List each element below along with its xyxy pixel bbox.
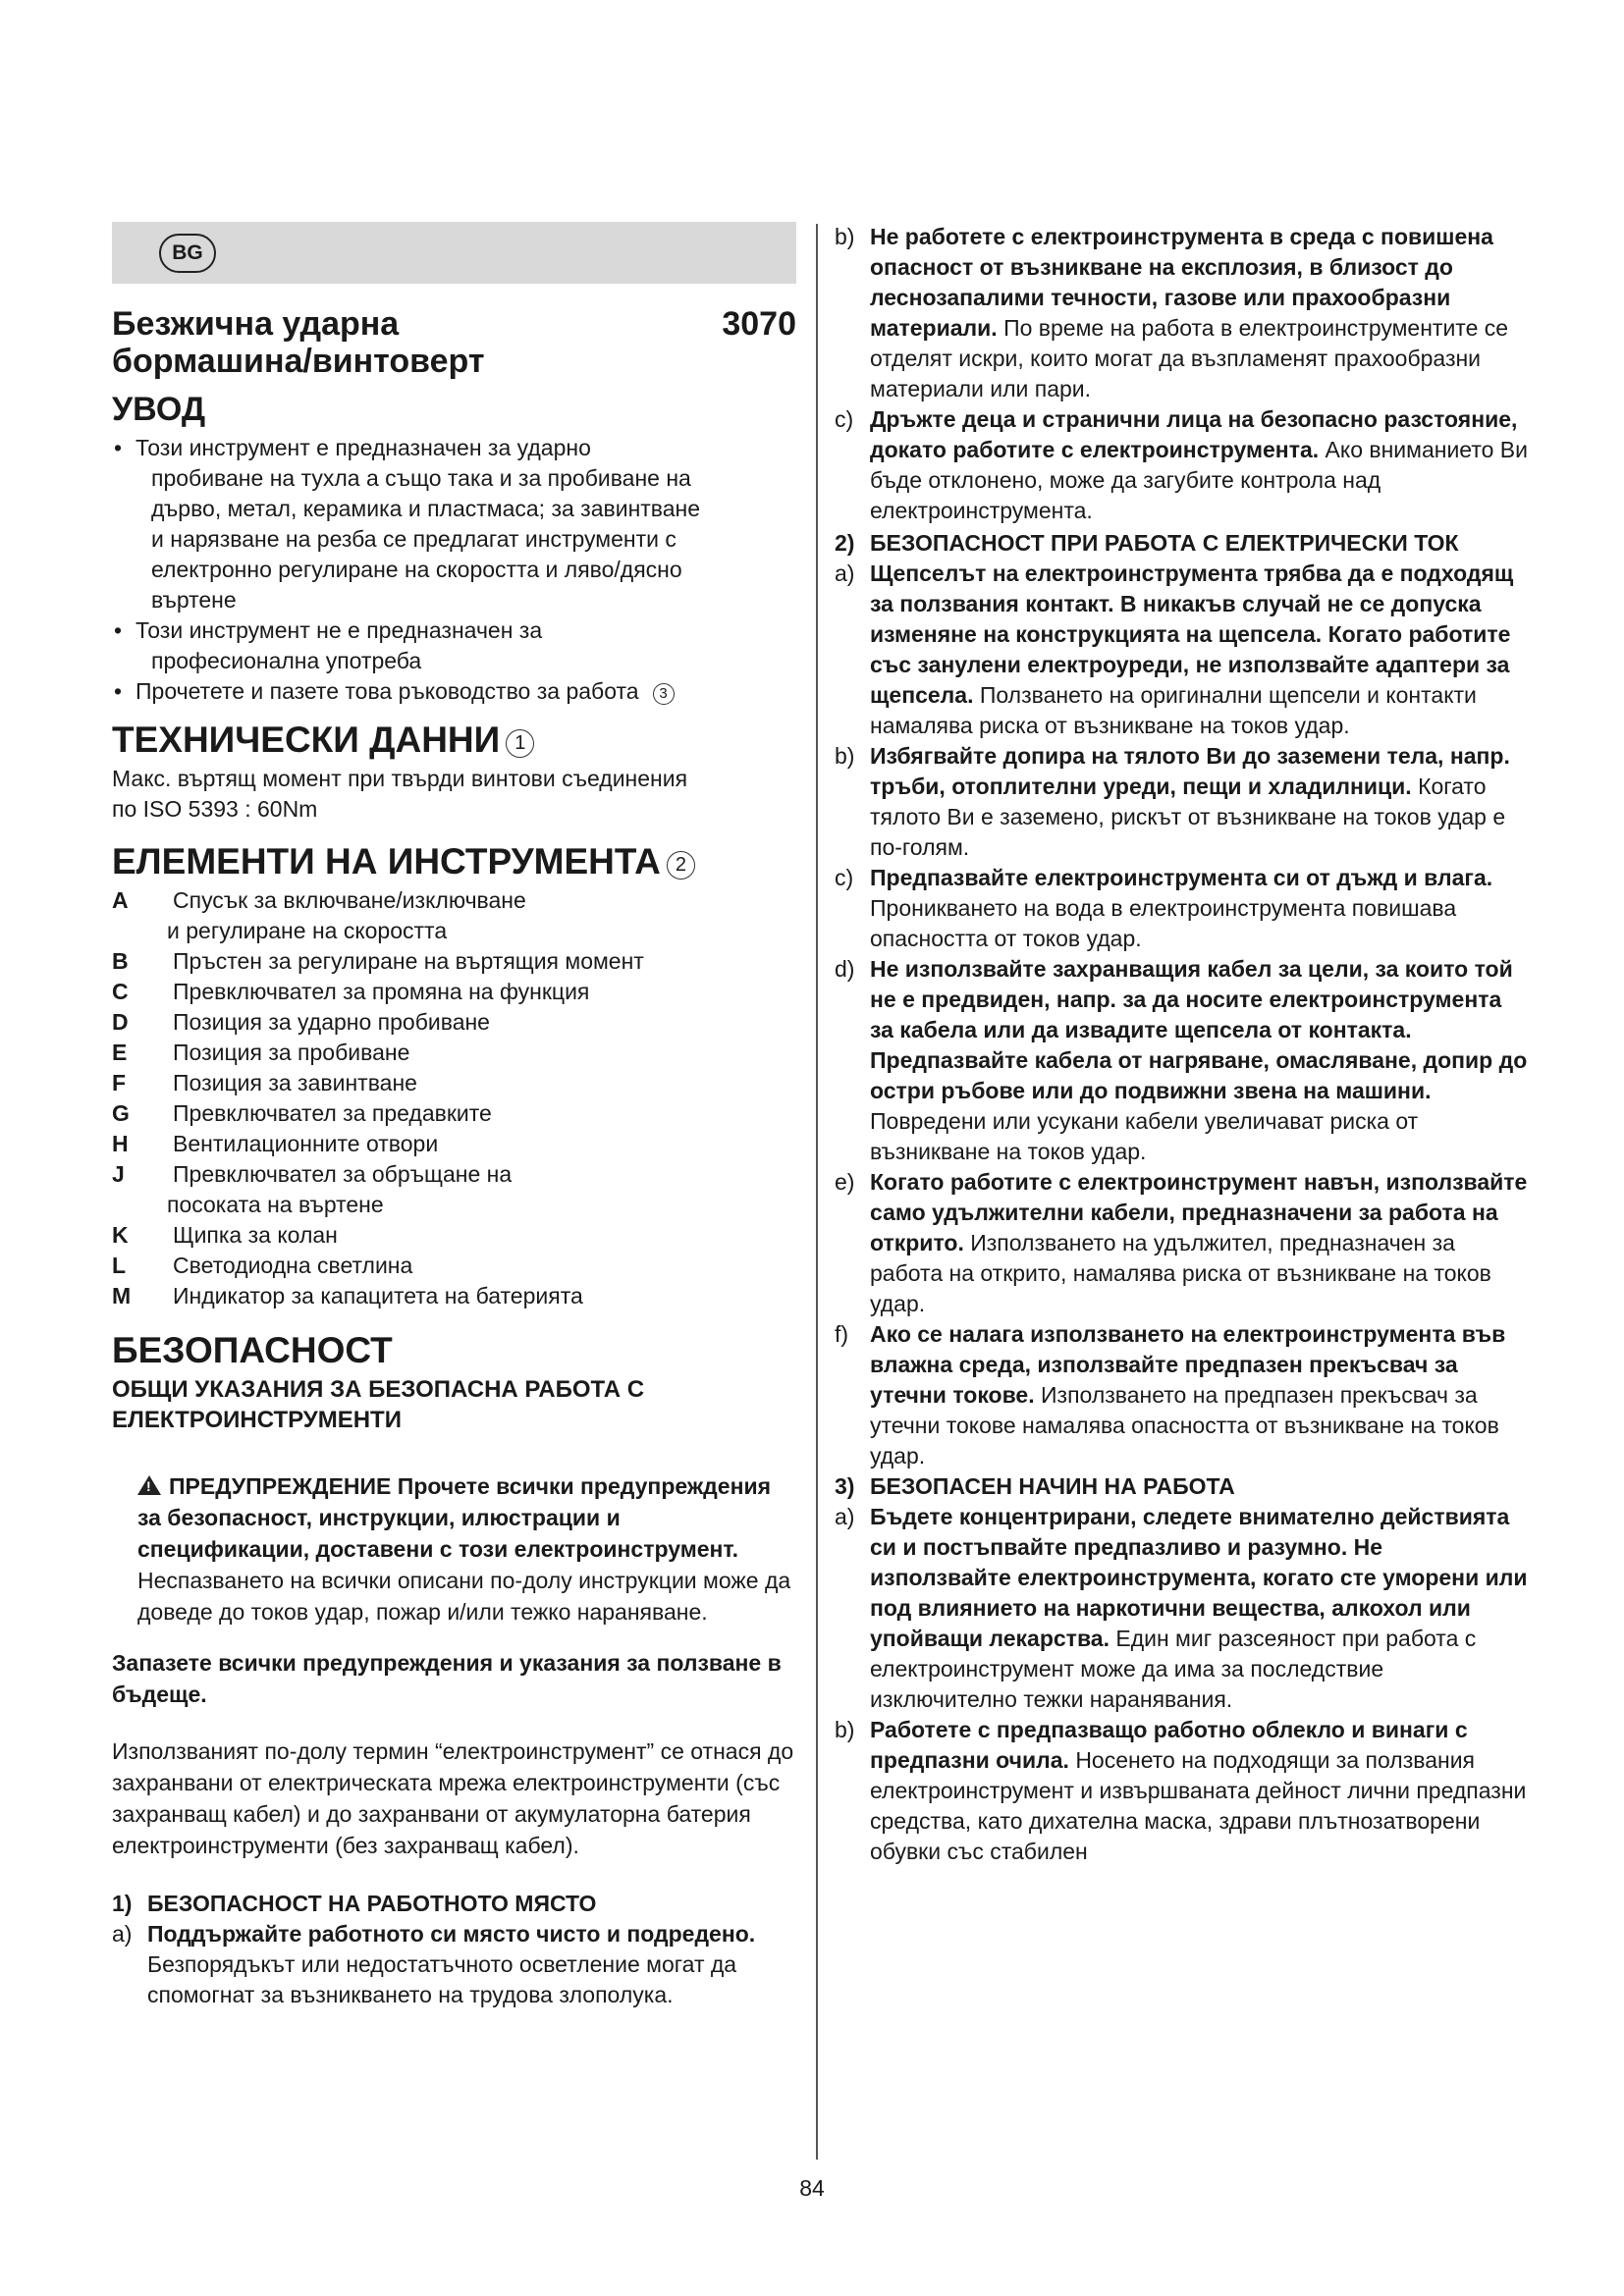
entry-bold-text: Когато работите с електроинструмент навън, използвайте само удължителни кабели, предназначени за работа на открито.	[870, 1169, 1528, 1255]
language-badge: BG	[159, 234, 216, 273]
element-description: Превключвател за обръщане на	[173, 1161, 513, 1187]
entry-marker: b)	[835, 1717, 855, 1742]
section-title: БЕЗОПАСНОСТ ПРИ РАБОТА С ЕЛЕКТРИЧЕСКИ ТОК	[870, 530, 1459, 556]
safety-entry	[835, 222, 1528, 404]
model-number: 3070	[722, 305, 796, 343]
element-letter: E	[112, 1040, 128, 1065]
tech-text	[112, 764, 796, 825]
bullet-line: електронно регулиране на скоростта и ляво/дясно	[151, 557, 682, 582]
bullet-line: • Този инструмент не е предназначен за	[135, 617, 543, 643]
bullet-line: пробиване на тухла а също така и за пробиване на	[151, 465, 691, 491]
tech-line: Макс. въртящ момент при твърди винтови съединения	[112, 766, 688, 791]
entry-marker: c)	[835, 865, 854, 890]
entry-body	[870, 559, 1528, 741]
element-description: Пръстен за регулиране на въртящия момент	[173, 948, 644, 974]
safety-entry	[112, 1919, 796, 2010]
entry-body	[870, 863, 1528, 954]
elements-heading-text: ЕЛЕМЕНТИ НА ИНСТРУМЕНТА	[112, 841, 661, 881]
element-letter	[112, 1190, 173, 1220]
figure-ref-2: 2	[667, 851, 695, 880]
electrical-heading	[835, 528, 1528, 559]
element-letter: H	[112, 1131, 129, 1156]
section-marker: 2)	[835, 530, 855, 556]
safety-entry	[835, 404, 1528, 526]
entry-bold-text: Ако се налага използването на електроинструмента във влажна среда, използвайте предпазен прекъсвач за утечни токове.	[870, 1321, 1506, 1408]
entry-body	[870, 954, 1528, 1167]
entry-bold-text: Избягвайте допира на тялото Ви до заземени тела, напр. тръби, отоплителни уреди, пещи и хладилници.	[870, 743, 1510, 799]
entry-body	[870, 1319, 1528, 1471]
product-title	[112, 305, 796, 380]
element-item	[112, 1281, 796, 1311]
entry-text: Използването на удължител, предназначен за работа на открито, намалява риска от възникване на токов удар.	[870, 1230, 1491, 1316]
element-letter: D	[112, 1009, 129, 1035]
elements-heading	[112, 842, 796, 881]
element-item	[112, 885, 796, 916]
element-letter: A	[112, 887, 129, 913]
entry-text: По време на работа в електроинструментите се отделят искри, които могат да възпламенят прахообразни материали или пари.	[870, 315, 1509, 401]
element-item	[112, 977, 796, 1007]
operation-heading	[835, 1471, 1528, 1502]
element-description: Превключвател за промяна на функция	[173, 979, 590, 1004]
entry-text: Безпорядъкът или недостатъчното осветление могат да спомогнат за възникването на трудова злополука.	[147, 1951, 737, 2007]
element-letter	[112, 916, 173, 946]
warning-triangle-icon	[137, 1475, 161, 1495]
bullet-line	[135, 676, 796, 707]
element-description: Позиция за пробиване	[173, 1040, 410, 1065]
entry-text: Повредени или усукани кабели увеличават риска от възникване на токов удар.	[870, 1108, 1419, 1164]
element-description: Позиция за завинтване	[173, 1070, 417, 1095]
intro-bullet	[112, 615, 796, 676]
entry-body	[870, 1715, 1528, 1867]
warning-text: Неспазването на всички описани по-долу инструкции може да доведе до токов удар, пожар и/или тежко нараняване.	[137, 1568, 791, 1625]
language-bar	[112, 222, 796, 284]
safety-heading: БЕЗОПАСНОСТ	[112, 1330, 393, 1370]
entry-text: Ползването на оригинални щепсели и контакти намалява риска от възникване на токов удар.	[870, 682, 1477, 738]
entry-text: Проникването на вода в електроинструмента повишава опасността от токов удар.	[870, 895, 1457, 951]
entry-bold-text: Дръжте деца и странични лица на безопасно разстояние, докато работите с електроинструмента.	[870, 406, 1518, 462]
element-item-continued	[112, 1190, 796, 1220]
work-area-heading	[112, 1889, 796, 1919]
entry-bold-text: Не използвайте захранващия кабел за цели, за които той не е предвиден, напр. за да носите електроинструмента за кабела или да извадите щепсела от контакта. Предпазвайте кабела от нагряване, омасляване, допир до остри ръбове или до подвижни звена на машини.	[870, 956, 1528, 1103]
element-item	[112, 946, 796, 977]
warning-bold-text: Прочете всички предупреждения за безопасност, инструкции, илюстрации и спецификации, доставени с този електроинструмент.	[137, 1473, 772, 1562]
element-description: Позиция за ударно пробиване	[173, 1009, 490, 1035]
section-title: БЕЗОПАСНОСТ НА РАБОТНОТО МЯСТО	[147, 1891, 597, 1916]
entry-body	[870, 222, 1528, 404]
element-item	[112, 1098, 796, 1129]
figure-ref-1: 1	[506, 729, 534, 758]
title-line-2: бормашина/винтоверт	[112, 343, 485, 380]
entry-body	[870, 741, 1528, 863]
safety-entry	[835, 1167, 1528, 1319]
entry-bold-text: Поддържайте работното си място чисто и подредено.	[147, 1921, 756, 1947]
element-letter: M	[112, 1283, 132, 1308]
entry-bold-text: Предпазвайте електроинструмента си от дъжд и влага.	[870, 865, 1493, 890]
bullet-line: и нарязване на резба се предлагат инструменти с	[151, 526, 677, 552]
entry-marker: b)	[835, 224, 855, 249]
element-item	[112, 1038, 796, 1068]
safety-entry	[835, 559, 1528, 741]
entry-body	[870, 1502, 1528, 1715]
element-letter: K	[112, 1222, 129, 1248]
entry-marker: d)	[835, 956, 855, 982]
tech-line: по ISO 5393 : 60Nm	[112, 796, 318, 822]
element-item	[112, 1251, 796, 1281]
section-title: БЕЗОПАСЕН НАЧИН НА РАБОТА	[870, 1473, 1235, 1499]
entry-bold-text: Щепселът на електроинструмента трябва да е подходящ за ползвания контакт. В никакъв случай не се допуска изменяне на конструкцията на щепсела. Когато работите със занулени електроуреди, не използвайте адаптери за щепсела.	[870, 561, 1514, 708]
keep-instructions-text: Запазете всички предупреждения и указания за ползване в бъдеще.	[112, 1650, 782, 1707]
intro-bullet	[112, 433, 796, 615]
operation-entries	[835, 1502, 1528, 1867]
elements-list	[112, 885, 796, 1311]
entry-marker: a)	[835, 1504, 855, 1529]
safety-entry	[835, 1715, 1528, 1867]
element-description: Светодиодна светлина	[173, 1253, 413, 1278]
entry-text: Когато тялото Ви е заземено, рискът от възникване на токов удар е по-голям.	[870, 774, 1506, 860]
keep-instructions-note	[112, 1647, 796, 1710]
term-note: Използваният по-долу термин “електроинструмент” се отнася до захранвани от електрическата мрежа електроинструменти (със захранващ кабел) и до захранвани от акумулаторна батерия електроинструменти (без захранващ кабел).	[112, 1738, 794, 1858]
entry-marker: b)	[835, 743, 855, 769]
element-item	[112, 1068, 796, 1098]
element-item	[112, 1007, 796, 1038]
entry-marker: a)	[835, 561, 855, 586]
element-description: Индикатор за капацитета на батерията	[173, 1283, 583, 1308]
section-marker: 1)	[112, 1891, 133, 1916]
section-marker: 3)	[835, 1473, 855, 1499]
bullet-line-text: Прочетете и пазете това ръководство за работа	[135, 678, 639, 704]
work-area-entries-continued	[835, 222, 1528, 526]
element-item-continued	[112, 916, 796, 946]
bullet-line: • Този инструмент е предназначен за ударно	[135, 435, 591, 460]
entry-bold-text: Работете с предпазващо работно облекло и винаги с предпазни очила.	[870, 1717, 1468, 1773]
safety-entry	[835, 863, 1528, 954]
safety-entry	[835, 1319, 1528, 1471]
work-area-entries	[112, 1919, 796, 2010]
element-item	[112, 1159, 796, 1190]
entry-marker: c)	[835, 406, 854, 432]
bullet-line: дърво, метал, керамика и пластмаса; за завинтване	[151, 496, 701, 521]
element-description: и регулиране на скоростта	[167, 918, 448, 943]
entry-text: Ако вниманието Ви бъде отклонено, може да загубите контрола над електроинструмента.	[870, 437, 1528, 523]
entry-text: Един миг разсеяност при работа с електроинструмент може да има за последствие изключително тежки наранявания.	[870, 1626, 1477, 1712]
element-description: Превключвател за предавките	[173, 1100, 492, 1126]
entry-text: Използването на предпазен прекъсвач за утечни токове намалява опасността от възникване на токов удар.	[870, 1382, 1499, 1468]
element-letter: C	[112, 979, 129, 1004]
element-letter: J	[112, 1161, 125, 1187]
left-column	[112, 222, 796, 2010]
entry-marker: a)	[112, 1921, 133, 1947]
figure-ref-3: 3	[653, 683, 675, 705]
right-column	[835, 222, 1528, 1867]
entry-bold-text: Не работете с електроинструмента в среда с повишена опасност от възникване на експлозия, в близост до леснозапалими течности, газове или прахообразни материали.	[870, 224, 1493, 341]
column-divider	[816, 224, 818, 2160]
element-item	[112, 1129, 796, 1159]
element-description: Щипка за колан	[173, 1222, 338, 1248]
intro-heading: УВОД	[112, 391, 206, 428]
tech-heading	[112, 721, 796, 760]
element-item	[112, 1220, 796, 1251]
entry-body	[147, 1919, 796, 2010]
entry-marker: e)	[835, 1169, 855, 1195]
intro-bullets	[112, 433, 796, 707]
tech-heading-text: ТЕХНИЧЕСКИ ДАННИ	[112, 720, 501, 760]
warning-paragraph	[112, 1470, 796, 1628]
element-letter: B	[112, 948, 129, 974]
element-description: Спусък за включване/изключване	[173, 887, 526, 913]
entry-body	[870, 1167, 1528, 1319]
intro-bullet	[112, 676, 796, 707]
element-letter: F	[112, 1070, 127, 1095]
electrical-entries	[835, 559, 1528, 1471]
element-letter: G	[112, 1100, 130, 1126]
safety-subheading: ОБЩИ УКАЗАНИЯ ЗА БЕЗОПАСНА РАБОТА С ЕЛЕКТРОИНСТРУМЕНТИ	[112, 1376, 645, 1433]
bullet-line: професионална употреба	[151, 648, 422, 673]
entry-marker: f)	[835, 1321, 849, 1347]
entry-bold-text: Бъдете концентрирани, следете внимателно действията си и постъпвайте предпазливо и разумно. Не използвайте електроинструмента, когато сте уморени или под влиянието на наркотични вещества, алкохол или упойващи лекарства.	[870, 1504, 1528, 1651]
element-description: Вентилационните отвори	[173, 1131, 439, 1156]
element-description: посоката на въртене	[167, 1192, 384, 1217]
page-number: 84	[799, 2175, 825, 2201]
warning-label: ПРЕДУПРЕЖДЕНИЕ	[169, 1473, 392, 1499]
title-line-1: Безжична ударна	[112, 305, 400, 343]
bullet-line: въртене	[151, 587, 237, 613]
entry-body	[870, 404, 1528, 526]
safety-entry	[835, 954, 1528, 1167]
safety-entry	[835, 741, 1528, 863]
entry-text: Носенето на подходящи за ползвания електроинструмент и извършваната дейност лични предпазни средства, като дихателна маска, здрави плътнозатворени обувки със стабилен	[870, 1747, 1527, 1864]
safety-entry	[835, 1502, 1528, 1715]
element-letter: L	[112, 1253, 127, 1278]
